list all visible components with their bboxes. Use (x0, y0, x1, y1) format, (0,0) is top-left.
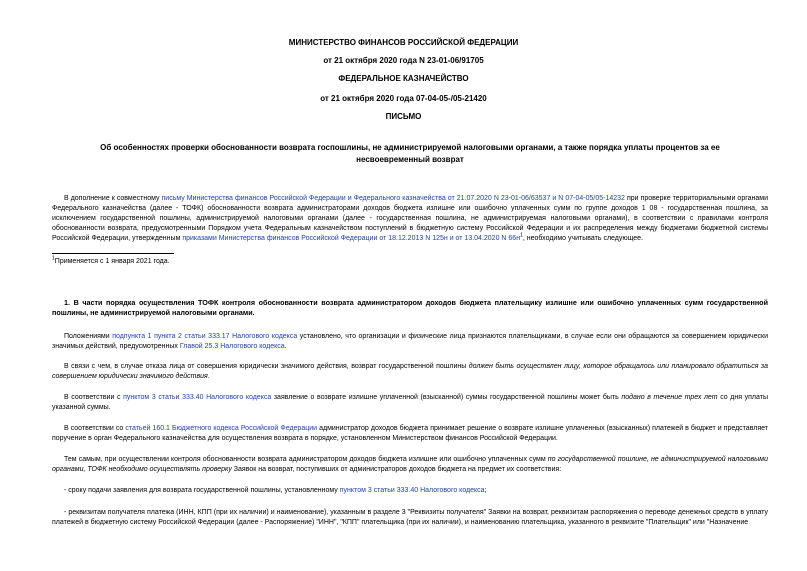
para4-text-1: В соответствии с (64, 394, 124, 401)
footnote-divider (52, 253, 174, 254)
para2-text-1: Положениями (64, 333, 113, 340)
footnote-ref[interactable]: 1 (520, 232, 523, 239)
paragraph-refusal (52, 362, 768, 382)
link-art-160-1[interactable]: статьей 160.1 Бюджетного кодекса Российской Федерации (125, 425, 318, 432)
intro-text-1: В дополнение к совместному (64, 195, 162, 202)
para7-text-2: ; (484, 487, 487, 494)
intro-paragraph (52, 194, 768, 244)
footnote-text: Применяется с 1 января 2021 года. (54, 258, 170, 265)
para3-text-2: . (207, 373, 210, 380)
paragraph-payers (52, 332, 768, 352)
paragraph-budget-code (52, 424, 768, 444)
paragraph-requisites: - реквизитам получателя платежа (ИНН, КПП (при их наличии) и наименование), указанным в разделе 3 "Реквизиты получателя" Заявки на возврат, реквизитам распоряжения о переводе денежных средств в уплату платежей в бюджетную систему Российской Федерации (далее - Распоряжение) "ИНН", "КПП" плательщика (при их наличии), и наименованию плательщика, указанного в реквизите "Плательщик" или "Назначение (52, 509, 768, 526)
para6-text-2: Заявок на возврат, поступивших от администраторов доходов бюджета на предмет их соответствия: (231, 466, 562, 473)
link-art-333-17[interactable]: подпункта 1 пункта 2 статьи 333.17 Налогового кодекса (112, 333, 298, 340)
footnote-mark: 1 (52, 255, 55, 262)
link-chapter-25-3[interactable]: Главой 25.3 Налогового кодекса (179, 343, 285, 350)
para7-text-1: - сроку подачи заявления для возврата государственной пошлины, установленному (64, 487, 340, 494)
para4-italic: подано в течение трех лет (621, 394, 718, 401)
link-art-333-40[interactable]: пунктом 3 статьи 333.40 Налогового кодекса (123, 394, 272, 401)
para3-text-1: В связи с чем, в случае отказа лица от совершения юридически значимого действия, возврат государственной пошлины (64, 363, 469, 370)
section-1-heading: 1. В части порядка осуществления ТОФК контроля обоснованности возврата администратором доходов бюджета плательщику излишне или ошибочно уплаченных сумм государственной пошлины, не администрируемой налоговыми органами. (52, 298, 768, 317)
link-joint-letter[interactable]: письму Министерства финансов Российской Федерации и Федерального казначейства от 21.07.2020 N 23-01-06/63537 и N 07-04-05/05-14232 (161, 195, 625, 202)
link-orders[interactable]: приказами Министерства финансов Российской Федерации от 18.12.2013 N 125н и от 13.04.2020 N 66н (182, 235, 521, 242)
treasury-date: от 21 октября 2020 года 07-04-05-/05-21420 (320, 94, 487, 103)
paragraph-deadline (52, 393, 768, 413)
para6-text-1: Тем самым, при осуществлении контроля обоснованности возврата администратором доходов бюджета излишне или ошибочно уплаченных сумм (64, 456, 548, 463)
para6-italic: по государственной пошлине, не администрируемой налоговыми органами, ТОФК необходимо осуществлять проверку (52, 456, 768, 473)
link-art-333-40-term[interactable]: пунктом 3 статьи 333.40 Налогового кодекса (339, 487, 485, 494)
document-type: ПИСЬМО (385, 112, 422, 121)
document-subject: Об особенностях проверки обоснованности возврата госпошлины, не администрируемой налоговыми органами, а также порядка уплаты процентов за ее несвоевременный возврат (100, 143, 720, 164)
para2-text-3: . (284, 343, 287, 350)
ministry-title: МИНИСТЕРСТВО ФИНАНСОВ РОССИЙСКОЙ ФЕДЕРАЦИИ (288, 38, 519, 47)
treasury-title: ФЕДЕРАЛЬНОЕ КАЗНАЧЕЙСТВО (338, 74, 469, 83)
para2-text-2: установлено, что организации и физические лица признаются плательщиками, в случае если они обращаются за совершением юридически значимых действий, предусмотренных (52, 333, 768, 350)
para3-italic: должен быть осуществлен лицу, которое обращалось или планировало обратиться за совершением юридически значимого действия (52, 363, 768, 380)
para5-text-1: В соответствии со (64, 425, 126, 432)
intro-text-3: , необходимо учитывать следующее. (522, 235, 644, 242)
para4-text-2: заявление о возврате излишне уплаченной (взысканной) суммы государственной пошлины может быть (271, 394, 622, 401)
para5-text-2: администратор доходов бюджета принимает решение о возврате излишне уплаченных (взысканных) платежей в бюджет и представляет поручение в орган Федерального казначейства для осуществления возврата в порядке, установленном Министерством финансов Российской Федерации. (52, 425, 768, 442)
ministry-date: от 21 октября 2020 года N 23-01-06/91705 (323, 56, 484, 65)
intro-text-2: при проверке территориальными органами Федерального казначейства (далее - ТОФК) обоснованности возврата администраторами доходов бюджета излишне или ошибочно уплаченных сумм по группе доходов 1 08 - государственная пошлина, за исключением государственной пошлины, администрируемой налоговыми органами (далее - государственная пошлина, не администрируемая налоговыми органами), в соответствии с правилами контроля обоснованности возврата, предусмотренными Порядком учета Федеральным казначейством поступлений в бюджетную систему Российской Федерации и их распределения между бюджетами бюджетной системы Российской Федерации, утвержденным (52, 195, 768, 242)
paragraph-control (52, 455, 768, 475)
paragraph-term (52, 486, 768, 496)
para4-text-3: со дня уплаты указанной суммы. (52, 394, 768, 411)
footnote (52, 257, 170, 267)
